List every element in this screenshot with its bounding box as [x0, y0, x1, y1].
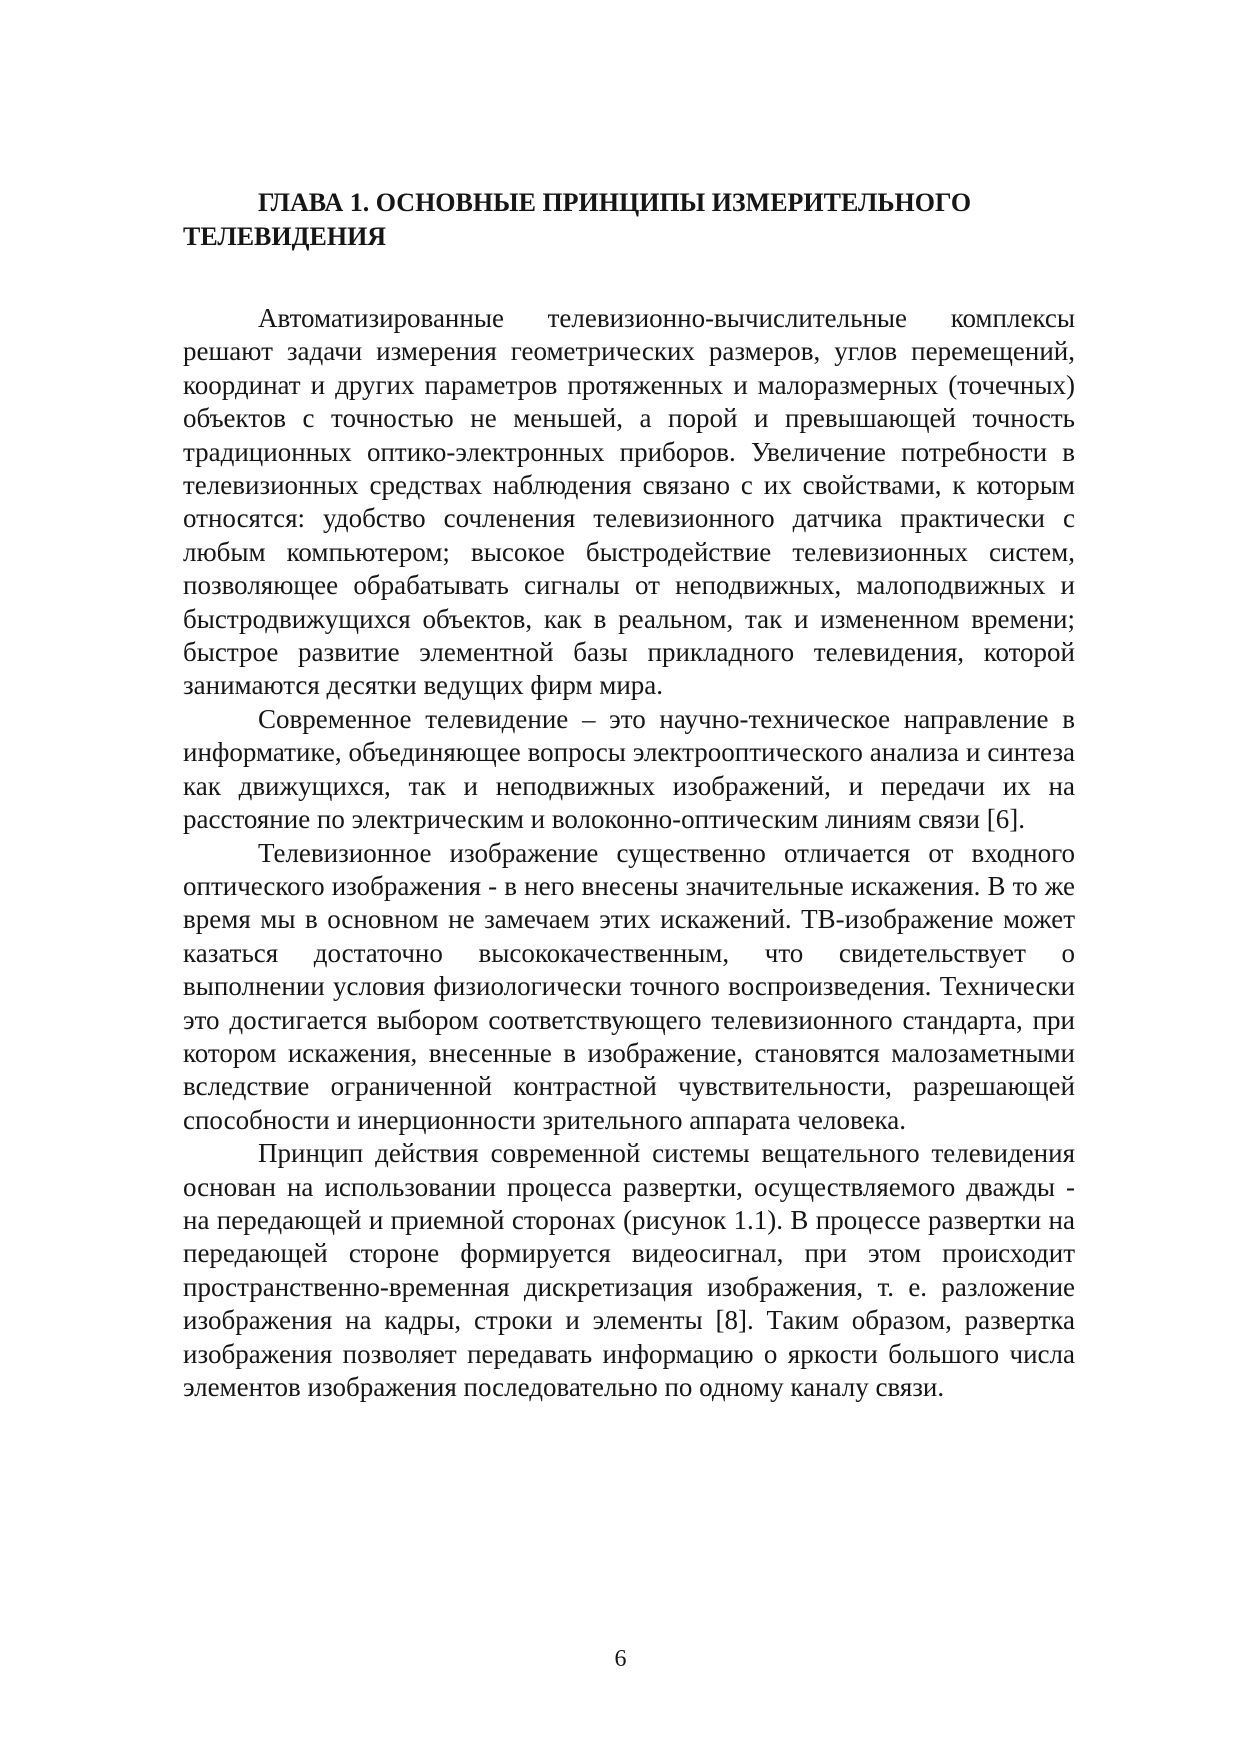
body-paragraph: Современное телевидение – это научно-техническое направление в информатике, объединяющее вопросы электрооптического анализа и синтеза как движущихся, так и неподвижных изображений, и передачи их на расстояние по электрическим и волоконно-оптическим линиям связи [6]. [183, 703, 1075, 835]
body-paragraph: Телевизионное изображение существенно отличается от входного оптического изображения - в него внесены значительные искажения. В то же время мы в основном не замечаем этих искажений. ТВ-изображение может казаться достаточно высококачественным, что свидетельствует о выполнении условия физиологически точного воспроизведения. Технически это достигается выбором соответствующего телевизионного стандарта, при котором искажения, внесенные в изображение, становятся малозаметными вследствие ограниченной контрастной чувствительности, разрешающей способности и инерционности зрительного аппарата человека. [183, 837, 1075, 1135]
body-paragraph: Принцип действия современной системы вещательного телевидения основан на использовании процесса развертки, осуществляемого дважды - на передающей и приемной сторонах (рисунок 1.1). В процессе развертки на передающей стороне формируется видеосигнал, при этом происходит пространственно-временная дискретизация изображения, т. е. разложение изображения на кадры, строки и элементы [8]. Таким образом, развертка изображения позволяет передавать информацию о яркости большого числа элементов изображения последовательно по одному каналу связи. [183, 1138, 1075, 1402]
body-paragraph: Автоматизированные телевизионно-вычислительные комплексы решают задачи измерения геометрических размеров, углов перемещений, координат и других параметров протяженных и малоразмерных (точечных) объектов с точностью не меньшей, а порой и превышающей точность традиционных оптико-электронных приборов. Увеличение потребности в телевизионных средствах наблюдения связано с их свойствами, к которым относятся: удобство сочленения телевизионного датчика практически с любым компьютером; высокое быстродействие телевизионных систем, позволяющее обрабатывать сигналы от неподвижных, малоподвижных и быстродвижущихся объектов, как в реальном, так и измененном времени; быстрое развитие элементной базы прикладного телевидения, которой занимаются десятки ведущих фирм мира. [183, 303, 1075, 701]
chapter-title: ГЛАВА 1. ОСНОВНЫЕ ПРИНЦИПЫ ИЗМЕРИТЕЛЬНОГО ТЕЛЕВИДЕНИЯ [183, 188, 972, 251]
page-number: 6 [614, 1646, 627, 1672]
page-content [183, 186, 1075, 1404]
